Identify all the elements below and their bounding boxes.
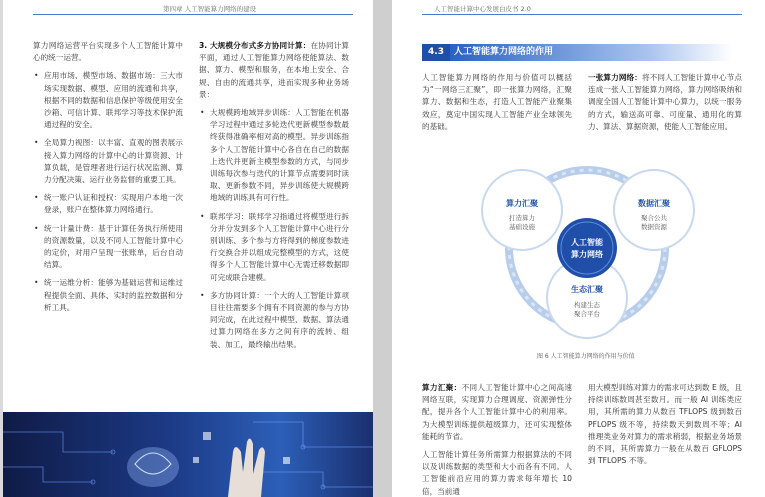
- node-title: 生态汇聚: [571, 285, 603, 294]
- section-title: 人工智能算力网络的作用: [454, 47, 554, 57]
- bullet-item: • 大规模跨地域异步训练：人工智能在机器学习过程中通过多轮迭代更新模型参数最终获得准确率相对高的模型。异步训练指多个人工智能计算中心各自在自己的数据上迭代并更新主模型参数的方式，与同步训练每次参与迭代的计算节点需要同时读取、更新参数不同，异步训练使大规模跨地域的训练具有可行性。: [200, 108, 350, 203]
- paragraph: 一张算力网络：将不同人工智能计算中心节点连成一张人工智能算力网络，算力网络吸纳和调度全国人工智能计算中心算力，以统一服务的方式，输送高可靠、可度量、通用化的算力、算法、算据资源，使能人工智能应用。: [588, 73, 743, 131]
- paragraph: 人工智能算力网络的作用与价值可以概括为“一网络三汇聚”，即一张算力网络，汇聚算力、数据和生态，打造人工智能产业聚集效应，奠定中国实现人工智能产业全球领先的基础。: [422, 73, 572, 131]
- right-page: [392, 0, 765, 497]
- paragraph: 3. 大规模分布式多方协同计算：在协同计算平面，通过人工智能算力网络使能算法、数据、算力、模型和服务，在本地上安全、合规、自由的流通共享，进而实现多种业务场景：: [199, 41, 350, 99]
- left-page-header: 第四章 人工智能算力网络的建设: [163, 5, 257, 13]
- node-sub: 聚合平台: [574, 310, 600, 318]
- node-sub: 构建生态: [574, 301, 600, 309]
- section-number: 4.3: [422, 44, 450, 61]
- bullet-item: • 全局算力视图：以丰富、直观的图表展示接入算力网络的计算中心的计算资源、计算负载，是管理者进行运行状况监测、算力分配决策、运行业务监督的重要工具。: [34, 138, 183, 185]
- bullet-item: • 统一计量计费：基于计算任务执行所使用的资源数量，以及不同人工智能计算中心的定价，对用户呈现一张账单，后台自动结算。: [34, 223, 183, 270]
- node-sub: 数据资源: [641, 223, 667, 231]
- bullet-item: • 联邦学习：联邦学习指通过将模型进行拆分并分发到多个人工智能计算中心进行分别训练、多个参与方将得到的梯度参数进行交换合并以组成完整模型的方式，这使得多个人工智能计算中心无需迁移数据即可完成联合建模。: [200, 211, 350, 282]
- page-gutter: [373, 0, 392, 497]
- decorative-ai-banner-image: [3, 412, 373, 497]
- bullet-item: • 多方协同计算：一个大的人工智能计算项目往往需要多个拥有不同资源的参与方协同完成，在此过程中模型、数据、算法通过算力网络在多方之间有序的流转、组装、加工，最终输出结果。: [200, 290, 349, 349]
- node-compute: [482, 170, 562, 250]
- node-sub: 基础设施: [509, 223, 535, 231]
- node-data: [614, 170, 694, 250]
- right-column-bottom-2: [588, 382, 742, 473]
- header-rule: [33, 14, 353, 15]
- center-label: 人工智能: [571, 238, 603, 247]
- paragraph: 算力网络运营平台实现多个人工智能计算中心的统一运营。: [33, 41, 183, 63]
- paragraph: 用大模型训练对算力的需求可达到数 E 级，且持续训练数周甚至数月。而一般 AI 训练类应用，其所需的算力从数百 TFLOPS 级到数百 PFLOPS 级不等，持续数天到数周不等；AI 推理类业务对算力的需求稍弱，根据业务场景的不同，其所需算力一般在从数百 GFLOPS 到 TFLOPS 不等。: [588, 383, 742, 466]
- three-convergence-diagram: [452, 150, 722, 350]
- bullet-item: • 统一运维分析：能够为基础运营和运维过程提供全面、具体、实时的监控数据和分析工具。: [34, 278, 183, 312]
- node-sub: 聚合公共: [641, 214, 667, 222]
- center-hub: [557, 218, 617, 278]
- node-sub: 打造算力: [509, 214, 535, 222]
- figure-caption: 图 6 人工智能算力网络的作用与价值: [537, 353, 635, 360]
- bullet-item: • 统一账户认证和授权：实现用户本地一次登录，账户在整体算力网络通行。: [34, 193, 183, 215]
- right-column-1: [422, 72, 572, 139]
- right-column-2: [588, 72, 742, 139]
- header-rule: [422, 14, 742, 15]
- right-page-header: 人工智能计算中心发展白皮书 2.0: [434, 5, 531, 13]
- bullet-item: • 应用市场、模型市场、数据市场：三大市场实现数据、模型、应用的流通和共享，根据不同的数据和信息保护等级使用安全沙箱、可信计算、联邦学习等技术保护流通过程的安全。: [34, 71, 183, 130]
- node-title: 数据汇聚: [638, 199, 670, 208]
- center-label: 算力网络: [571, 250, 603, 259]
- circuit-hand-graphic: [3, 412, 373, 497]
- left-column-1: [33, 40, 183, 320]
- left-page: [3, 0, 373, 497]
- paragraph: 算力汇聚：不同人工智能计算中心之间高速网络互联，实现算力合理调度、资源弹性分配，提升各个人工智能计算中心的利用率。为大模型训练提供超级算力，还可实现整体能耗的节省。: [422, 383, 573, 441]
- left-column-2: [199, 40, 349, 357]
- right-column-bottom-1: [422, 382, 572, 497]
- paragraph: 人工智能计算任务所需算力根据算法的不同以及训练数据的类型和大小而各有不同。人工智能前沿应用的算力需求每年增长 10 倍，当前通: [422, 450, 572, 496]
- node-title: 算力汇聚: [506, 199, 538, 208]
